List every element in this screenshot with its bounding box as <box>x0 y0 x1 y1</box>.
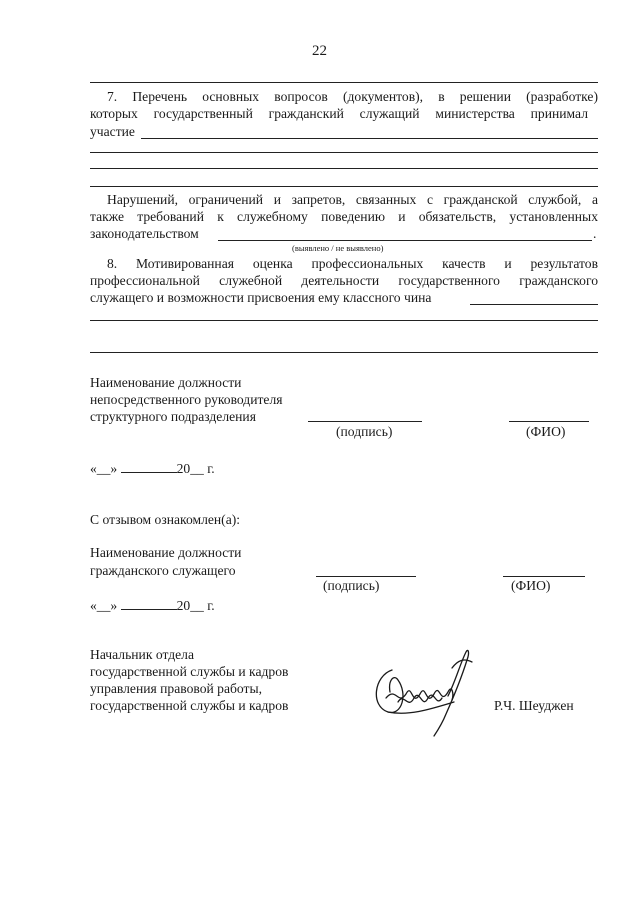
section8-line3: служащего и возможности присвоения ему классного чина <box>90 290 432 305</box>
date-year-suffix: г. <box>207 598 215 613</box>
violations-hint: (выявлено / не выявлено) <box>292 243 384 253</box>
date-day-blank: __ <box>96 598 111 613</box>
servant-signature-line[interactable] <box>316 576 416 577</box>
date-year-prefix: 20 <box>176 461 191 476</box>
date-month-blank <box>121 598 177 610</box>
date-year-prefix: 20 <box>176 598 191 613</box>
supervisor-line3: структурного подразделения <box>90 409 256 424</box>
servant-line1: Наименование должности <box>90 545 242 560</box>
head-line2: государственной службы и кадров <box>90 664 289 679</box>
violations-fill-line[interactable] <box>218 240 592 241</box>
servant-name-caption: (ФИО) <box>511 578 551 593</box>
supervisor-line1: Наименование должности <box>90 375 242 390</box>
head-line1: Начальник отдела <box>90 647 194 662</box>
servant-line2: гражданского служащего <box>90 563 236 578</box>
supervisor-name-line[interactable] <box>509 421 589 422</box>
section8-blank-line[interactable] <box>90 320 598 321</box>
supervisor-signature-caption: (подпись) <box>336 424 393 439</box>
date-year-suffix: г. <box>207 461 215 476</box>
violations-end-mark: . <box>593 226 597 241</box>
violations-line2: также требований к служебному поведению и обязательств, установленных <box>90 209 598 224</box>
head-name: Р.Ч. Шеуджен <box>494 698 574 713</box>
date-close-quote: » <box>110 461 118 476</box>
violations-line3: законодательством <box>90 226 199 241</box>
date-day-blank: __ <box>96 461 111 476</box>
supervisor-name-caption: (ФИО) <box>526 424 566 439</box>
date-open-quote: « <box>90 598 97 613</box>
section8-blank-line[interactable] <box>90 352 598 353</box>
date-year-blank: __ <box>190 461 204 476</box>
supervisor-signature-line[interactable] <box>308 421 422 422</box>
date-year-blank: __ <box>190 598 204 613</box>
date-close-quote: » <box>110 598 118 613</box>
section7-line3: участие <box>90 124 135 139</box>
section7-line2: которых государственный гражданский служащий министерства принимал <box>90 106 588 121</box>
violations-line1: Нарушений, ограничений и запретов, связанных с гражданской службой, а <box>107 192 598 207</box>
section7-blank-line[interactable] <box>90 168 598 169</box>
head-line4: государственной службы и кадров <box>90 698 289 713</box>
date-field-2[interactable] <box>90 598 215 614</box>
section8-line2: профессиональной служебной деятельности государственного гражданского <box>90 273 598 288</box>
top-rule <box>90 82 598 83</box>
section8-line1: 8. Мотивированная оценка профессиональных качеств и результатов <box>107 256 598 271</box>
section7-blank-line[interactable] <box>90 152 598 153</box>
section7-fill-line[interactable] <box>141 138 598 139</box>
servant-signature-caption: (подпись) <box>323 578 380 593</box>
section7-blank-line[interactable] <box>90 186 598 187</box>
acknowledged-label: С отзывом ознакомлен(а): <box>90 512 241 527</box>
page-number: 22 <box>312 43 327 59</box>
head-line3: управления правовой работы, <box>90 681 263 696</box>
date-open-quote: « <box>90 461 97 476</box>
date-month-blank <box>121 461 177 473</box>
section7-line1: 7. Перечень основных вопросов (документов), в решении (разработке) <box>107 89 598 104</box>
section8-fill-line[interactable] <box>470 304 598 305</box>
servant-name-line[interactable] <box>503 576 585 577</box>
date-field-1[interactable] <box>90 461 215 477</box>
handwritten-signature <box>368 640 478 740</box>
supervisor-line2: непосредственного руководителя <box>90 392 283 407</box>
